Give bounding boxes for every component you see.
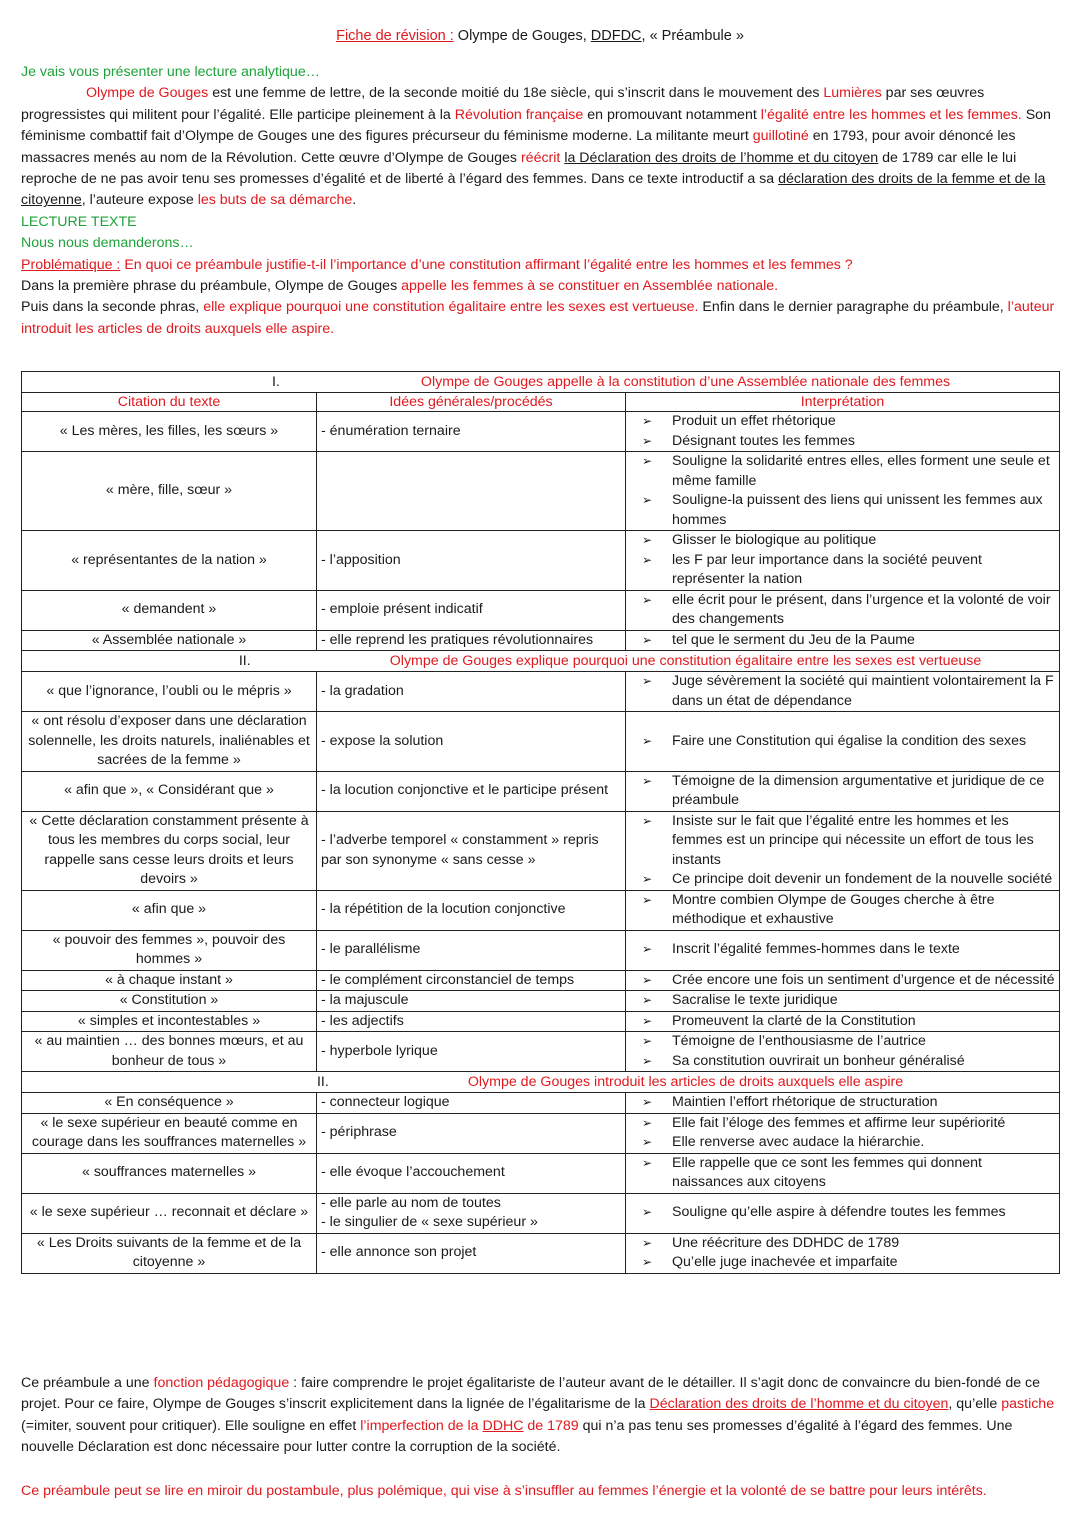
text-run: réécrit	[520, 149, 561, 166]
text-run: l’auteur introduit les articles de droits auxquels elle aspire.	[21, 299, 1055, 337]
section-heading	[22, 651, 1060, 672]
text-run: Déclaration des droits de l’homme et du citoyen	[649, 1396, 949, 1413]
interpretation-item: ➢ Qu’elle juge inachevée et imparfaite	[629, 1253, 1056, 1273]
citation-cell: « que l’ignorance, l’oubli ou le mépris »	[22, 672, 317, 712]
section-number: II.	[316, 1074, 329, 1090]
citation-cell: « Les Droits suivants de la femme et de la citoyenne »	[22, 1233, 317, 1273]
procede-cell	[317, 991, 626, 1012]
column-header: Citation du texte	[22, 393, 317, 412]
interpretation-list	[629, 940, 1056, 960]
interpretation-item: ➢ Souligne la solidarité entres elles, elles forment une seule et même famille	[629, 452, 1056, 491]
procede-line: - l’adverbe temporel « constamment » repris par son synonyme « sans cesse »	[321, 832, 599, 868]
section-row	[22, 1072, 1060, 1093]
table-row	[22, 672, 1060, 712]
procede-cell	[317, 412, 626, 452]
procede-line: - elle évoque l’accouchement	[321, 1164, 505, 1181]
interpretation-item: ➢ Juge sévèrement la société qui maintient volontairement la F dans un état de dépendance	[629, 672, 1056, 711]
title-ddfdc: DDFDC	[590, 28, 642, 44]
procede-line: - le singulier de « sexe supérieur »	[321, 1214, 538, 1230]
text-run: l’égalité entre les hommes et les femmes.	[760, 106, 1022, 123]
final-sentence: Ce préambule peut se lire en miroir du postambule, plus polémique, qui vise à s’insuffler au femmes l’énergie et la volonté de se battre pour leurs intérêts.	[21, 1483, 987, 1499]
interpretation-cell	[626, 771, 1060, 811]
introduction	[21, 62, 1061, 340]
interpretation-list	[629, 531, 1056, 590]
section-title: Olympe de Gouges explique pourquoi une constitution égalitaire entre les sexes est vertueuse	[389, 653, 982, 669]
text-run: pastiche	[1001, 1396, 1055, 1413]
procede-cell	[317, 771, 626, 811]
citation-cell: « représentantes de la nation »	[22, 531, 317, 591]
citation-cell: « ont résolu d’exposer dans une déclaration solennelle, les droits naturels, inaliénables et sacrées de la femme »	[22, 712, 317, 772]
procede-cell	[317, 1193, 626, 1233]
interpretation-list	[629, 1012, 1056, 1032]
procede-line: - le complément circonstanciel de temps	[321, 971, 575, 988]
procede-line: - énumération ternaire	[321, 422, 461, 439]
text-run: Lumières	[823, 85, 882, 102]
procede-cell	[317, 630, 626, 651]
interpretation-cell	[626, 991, 1060, 1012]
table-row	[22, 811, 1060, 890]
citation-cell: « Les mères, les filles, les sœurs »	[22, 412, 317, 452]
citation-cell: « Cette déclaration constamment présente à tous les membres du corps social, leur rappelle sans cesse leurs droits et leurs devoirs »	[22, 811, 317, 890]
interpretation-item: ➢ Inscrit l’égalité femmes-hommes dans le texte	[629, 940, 1056, 960]
citation-cell: « afin que », « Considérant que »	[22, 771, 317, 811]
problematique-label: Problématique :	[21, 256, 121, 273]
demanderons: Nous nous demanderons…	[21, 235, 194, 252]
citation-cell: « afin que »	[22, 890, 317, 930]
interpretation-item: ➢ Elle rappelle que ce sont les femmes qui donnent naissances aux citoyens	[629, 1154, 1056, 1193]
interpretation-list	[629, 412, 1056, 451]
procede-line: - le parallélisme	[321, 941, 421, 958]
revision-table	[21, 371, 1060, 1274]
interpretation-cell	[626, 1093, 1060, 1114]
text-run: appelle les femmes à se constituer en Assemblée nationale.	[401, 278, 779, 295]
text-run: de 1789 car elle le lui reproche de ne pas avoir tenu ses promesses d’égalité et de liberté à l’égard des femmes. Dans ce texte introductif a sa	[21, 149, 1017, 188]
interpretation-item: ➢ Produit un effet rhétorique	[629, 412, 1056, 432]
conclusion	[21, 1373, 1061, 1459]
procede-line: - elle parle au nom de toutes	[321, 1194, 501, 1211]
section-number: II.	[238, 653, 251, 669]
citation-cell: « au maintien … des bonnes mœurs, et au bonheur de tous »	[22, 1032, 317, 1072]
table-row	[22, 452, 1060, 531]
table-row	[22, 590, 1060, 630]
interpretation-cell	[626, 531, 1060, 591]
title-rest: Olympe de Gouges,	[453, 28, 591, 44]
text-run: en 1793, pour avoir dénoncé les massacres menés au nom de la Révolution. Cette œuvre d’Olympe de Gouges	[21, 128, 1016, 166]
procede-line: - la répétition de la locution conjonctive	[321, 901, 566, 918]
text-run: Olympe de Gouges	[86, 85, 209, 102]
text-run: déclaration des droits de la femme et de la citoyenne	[21, 171, 1046, 209]
citation-cell: « demandent »	[22, 590, 317, 630]
table-row	[22, 1153, 1060, 1193]
procede-cell	[317, 1153, 626, 1193]
interpretation-list	[629, 891, 1056, 930]
text-run: par ses œuvres progressistes qui militent pour l’égalité. Elle participe pleinement à la	[21, 85, 985, 123]
text-run: les buts de sa démarche	[197, 192, 353, 209]
interpretation-item: ➢ Souligne-la puissent des liens qui unissent les femmes aux hommes	[629, 491, 1056, 530]
procede-cell	[317, 890, 626, 930]
interpretation-list	[629, 1114, 1056, 1153]
section-number: I.	[271, 374, 280, 390]
interpretation-item: ➢ Ce principe doit devenir un fondement de la nouvelle société	[629, 870, 1056, 890]
table-row	[22, 630, 1060, 651]
text-run: Son féminisme combattif fait d’Olympe de Gouges une des figures précurseur du féminisme moderne. La militante meurt	[21, 106, 1051, 145]
procede-line: - hyperbole lyrique	[321, 1042, 438, 1059]
interpretation-cell	[626, 811, 1060, 890]
interpretation-cell	[626, 1113, 1060, 1153]
procede-cell	[317, 590, 626, 630]
procede-cell	[317, 1093, 626, 1114]
interpretation-cell	[626, 970, 1060, 991]
interpretation-list	[629, 971, 1056, 991]
interpretation-list	[629, 991, 1056, 1011]
text-run: guillotiné	[752, 128, 809, 145]
table-row	[22, 531, 1060, 591]
conclusion-paragraph	[21, 1373, 1061, 1459]
interpretation-item: ➢ elle écrit pour le présent, dans l’urgence et la volonté de voir des changements	[629, 591, 1056, 630]
table-row	[22, 712, 1060, 772]
section-heading	[22, 372, 1060, 393]
citation-cell: « En conséquence »	[22, 1093, 317, 1114]
procede-line: - la majuscule	[321, 992, 409, 1008]
text-run: : faire comprendre le projet égalitariste de l’auteur avant de le détailler. Il s’agit donc de convaincre du bien-fondé de ce projet. Pour ce faire, Olympe de Gouges s’inscrit explicitement dans la lignée de l’égalitarisme de la	[21, 1375, 1041, 1413]
table-row	[22, 1093, 1060, 1114]
text-run: fonction pédagogique	[153, 1375, 290, 1391]
citation-cell: « le sexe supérieur en beauté comme en courage dans les souffrances maternelles »	[22, 1113, 317, 1153]
interpretation-list	[629, 1203, 1056, 1223]
procede-line: - les adjectifs	[321, 1012, 404, 1029]
lecture-texte: LECTURE TEXTE	[21, 213, 137, 230]
procede-cell	[317, 1113, 626, 1153]
interpretation-item: ➢ Désignant toutes les femmes	[629, 432, 1056, 452]
table-row	[22, 1011, 1060, 1032]
text-run: elle explique pourquoi une constitution égalitaire entre les sexes est vertueuse.	[203, 299, 699, 316]
citation-cell: « le sexe supérieur … reconnait et déclare »	[22, 1193, 317, 1233]
text-run: Dans la première phrase du préambule, Olympe de Gouges	[21, 278, 402, 295]
table-row	[22, 890, 1060, 930]
interpretation-item: ➢ Faire une Constitution qui égalise la condition des sexes	[629, 732, 1056, 752]
citation-cell: « simples et incontestables »	[22, 1011, 317, 1032]
interpretation-item: ➢ Sacralise le texte juridique	[629, 991, 1056, 1011]
table-row	[22, 1032, 1060, 1072]
interpretation-item: ➢ Crée encore une fois un sentiment d’urgence et de nécessité	[629, 971, 1056, 991]
interpretation-item: ➢ Sa constitution ouvrirait un bonheur généralisé	[629, 1052, 1056, 1072]
interpretation-list	[629, 452, 1056, 530]
interpretation-list	[629, 631, 1056, 651]
interpretation-item: ➢ Souligne qu’elle aspire à défendre toutes les femmes	[629, 1203, 1056, 1223]
interpretation-cell	[626, 672, 1060, 712]
citation-cell: « à chaque instant »	[22, 970, 317, 991]
interpretation-item: ➢ Elle fait l’éloge des femmes et affirme leur supériorité	[629, 1114, 1056, 1134]
procede-cell	[317, 672, 626, 712]
table-row	[22, 970, 1060, 991]
citation-cell: « pouvoir des femmes », pouvoir des hommes »	[22, 930, 317, 970]
text-run: de 1789	[523, 1417, 579, 1434]
column-header: Idées générales/procédés	[317, 393, 626, 412]
interpretation-list	[629, 772, 1056, 811]
text-run: Enfin dans le dernier paragraphe du préambule,	[698, 299, 1008, 316]
procede-line: - emploie présent indicatif	[321, 601, 483, 618]
column-header: Interprétation	[626, 393, 1060, 412]
interpretation-cell	[626, 412, 1060, 452]
procede-cell	[317, 930, 626, 970]
procede-line: - la gradation	[321, 682, 404, 699]
text-run: , qu’elle	[948, 1396, 1002, 1413]
table-row	[22, 1233, 1060, 1273]
section-title: Olympe de Gouges introduit les articles de droits auxquels elle aspire	[467, 1074, 904, 1090]
text-run: l’imperfection de la	[360, 1417, 483, 1434]
problematique	[21, 255, 1061, 276]
interpretation-list	[629, 591, 1056, 630]
text-run: est une femme de lettre, de la seconde moitié du 18e siècle, qui s’inscrit dans le mouvement des	[208, 85, 824, 102]
table-row	[22, 930, 1060, 970]
interpretation-list	[629, 1234, 1056, 1273]
procede-line: - périphrase	[321, 1124, 397, 1141]
interpretation-cell	[626, 1233, 1060, 1273]
table-row	[22, 412, 1060, 452]
procede-line: - elle annonce son projet	[321, 1244, 477, 1261]
text-run: DDHC	[482, 1417, 524, 1434]
interpretation-cell	[626, 630, 1060, 651]
procede-cell	[317, 531, 626, 591]
text-run: Ce préambule a une	[21, 1375, 154, 1391]
problematique-text: En quoi ce préambule justifie-t-il l’importance d’une constitution affirmant l’égalité entre les hommes et les femmes ?	[120, 256, 853, 273]
interpretation-cell	[626, 590, 1060, 630]
text-run: en promouvant notamment	[583, 106, 761, 123]
section-heading	[22, 1072, 1060, 1093]
interpretation-cell	[626, 930, 1060, 970]
text-run: la Déclaration des droits de l’homme et du citoyen	[564, 149, 879, 166]
citation-cell: « Constitution »	[22, 991, 317, 1012]
interpretation-item: ➢ Elle renverse avec audace la hiérarchie.	[629, 1133, 1056, 1153]
procede-cell	[317, 970, 626, 991]
interpretation-cell	[626, 452, 1060, 531]
citation-cell: « mère, fille, sœur »	[22, 452, 317, 531]
interpretation-list	[629, 1154, 1056, 1193]
interpretation-item: ➢ les F par leur importance dans la société peuvent représenter la nation	[629, 551, 1056, 590]
title-tail: , « Préambule »	[641, 28, 744, 44]
table-row	[22, 1113, 1060, 1153]
interpretation-cell	[626, 890, 1060, 930]
section-title: Olympe de Gouges appelle à la constitution d’une Assemblée nationale des femmes	[420, 374, 951, 390]
header-row	[22, 393, 1060, 412]
interpretation-item: ➢ tel que le serment du Jeu de la Paume	[629, 631, 1056, 651]
citation-cell: « souffrances maternelles »	[22, 1153, 317, 1193]
interpretation-list	[629, 812, 1056, 890]
procede-cell	[317, 712, 626, 772]
procede-line: - expose la solution	[321, 732, 444, 749]
text-run: , l’auteure expose	[81, 192, 198, 209]
plan-part-2	[21, 297, 1061, 340]
procede-cell	[317, 1032, 626, 1072]
table-row	[22, 991, 1060, 1012]
section-row	[22, 372, 1060, 393]
text-run: Puis dans la seconde phras,	[21, 299, 204, 316]
plan-part-1	[21, 276, 1061, 297]
intro-paragraph	[21, 83, 1061, 211]
intro-opener: Je vais vous présenter une lecture analytique…	[21, 64, 320, 80]
interpretation-item: ➢ Glisser le biologique au politique	[629, 531, 1056, 551]
procede-cell	[317, 452, 626, 531]
interpretation-cell	[626, 1193, 1060, 1233]
procede-line: - l’apposition	[321, 551, 401, 568]
interpretation-item: ➢ Maintien l’effort rhétorique de structuration	[629, 1093, 1056, 1113]
interpretation-list	[629, 1093, 1056, 1113]
procede-cell	[317, 811, 626, 890]
citation-cell: « Assemblée nationale »	[22, 630, 317, 651]
interpretation-list	[629, 672, 1056, 711]
interpretation-item: ➢ Témoigne de l’enthousiasme de l’autrice	[629, 1032, 1056, 1052]
text-run: (=imiter, souvent pour critiquer). Elle souligne en effet	[21, 1417, 361, 1434]
table-row	[22, 1193, 1060, 1233]
table-row	[22, 771, 1060, 811]
interpretation-item: ➢ Insiste sur le fait que l’égalité entre les hommes et les femmes est un principe qui nécessite un effort de tous les instants	[629, 812, 1056, 871]
interpretation-list	[629, 732, 1056, 752]
interpretation-item: ➢ Une réécriture des DDHDC de 1789	[629, 1234, 1056, 1254]
interpretation-cell	[626, 1153, 1060, 1193]
procede-cell	[317, 1233, 626, 1273]
interpretation-item: ➢ Montre combien Olympe de Gouges cherche à être méthodique et exhaustive	[629, 891, 1056, 930]
text-run: qui n’a pas tenu ses promesses d’égalité à l’égard des femmes. Une nouvelle Déclaration est donc nécessaire pour lutter contre la corruption de la société.	[21, 1417, 1013, 1456]
interpretation-cell	[626, 1032, 1060, 1072]
text-run: .	[352, 192, 357, 209]
procede-line: - connecteur logique	[321, 1094, 450, 1110]
page-title	[0, 27, 1080, 45]
interpretation-item: ➢ Promeuvent la clarté de la Constitution	[629, 1012, 1056, 1032]
procede-cell	[317, 1011, 626, 1032]
interpretation-list	[629, 1032, 1056, 1071]
procede-line: - elle reprend les pratiques révolutionnaires	[321, 631, 594, 648]
interpretation-cell	[626, 712, 1060, 772]
procede-line: - la locution conjonctive et le participe présent	[321, 782, 609, 799]
text-run: Révolution française	[454, 106, 584, 123]
title-label: Fiche de révision :	[336, 28, 454, 44]
interpretation-cell	[626, 1011, 1060, 1032]
interpretation-item: ➢ Témoigne de la dimension argumentative et juridique de ce préambule	[629, 772, 1056, 811]
section-row	[22, 651, 1060, 672]
